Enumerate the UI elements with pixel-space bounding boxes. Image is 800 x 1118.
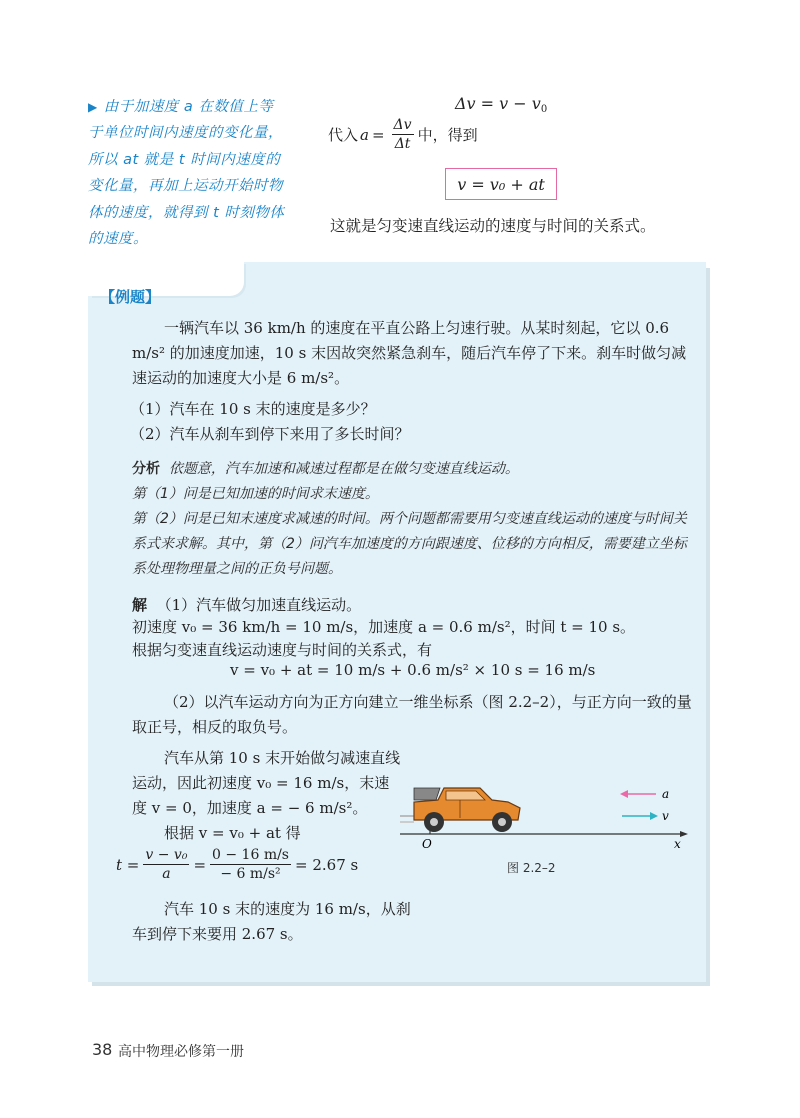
velocity-arrowhead (650, 812, 658, 820)
substitute-line: 代入 a = $\frac{\Delta v}{\Delta t}$ 中，得到 (328, 117, 478, 152)
solution-line-1: 解 （1）汽车做匀加速直线运动。 (132, 596, 362, 614)
sidenote (88, 94, 288, 252)
solution-part-2b: 汽车从第 10 s 末开始做匀减速直线运动，因此初速度 v₀ = 16 m/s，末速度 v = 0，加速度 a = − 6 m/s²。 (132, 749, 401, 817)
relation-statement: 这就是匀变速直线运动的速度与时间的关系式。 (330, 217, 656, 235)
analysis-line-1: 分析 依题意，汽车加速和减速过程都是在做匀变速直线运动。 (132, 461, 519, 477)
triangle-marker-icon: ▶ (88, 100, 98, 114)
label-origin: O (422, 837, 432, 851)
solution-part-2: （2）以汽车运动方向为正方向建立一维坐标系（图 2.2–2），与正方向一致的量取正号，相反的取负号。 (132, 693, 692, 736)
page-number: 38 (92, 1040, 113, 1059)
label-a: a (662, 787, 670, 801)
solution-equation-1: v = v₀ + at = 10 m/s + 0.6 m/s² × 10 s = 16 m/s (230, 661, 596, 679)
solution-part-2c: 根据 v = v₀ + at 得 (164, 824, 301, 842)
label-v: v (662, 809, 669, 823)
acceleration-fraction: $\frac{\Delta v}{\Delta t}$ (393, 117, 412, 152)
delta-v-equation: $\Delta v = v - v_0$ (455, 94, 548, 115)
x-axis-arrowhead (680, 831, 688, 837)
analysis-line-3: 第（2）问是已知末速度求减速的时间。两个问题都需要用匀变速直线运动的速度与时间关系式来求解。其中，第（2）问汽车加速度的方向跟速度、位移的方向相反，需要建立坐标系处理物理量之间的正负号问题。 (132, 511, 687, 577)
analysis-label: 分析 (132, 461, 160, 477)
question-2: （2）汽车从刹车到停下来用了多长时间？ (130, 425, 410, 443)
question-1: （1）汽车在 10 s 末的速度是多少？ (130, 400, 376, 418)
acceleration-arrowhead (620, 790, 628, 798)
figure-caption: 图 2.2–2 (507, 861, 556, 875)
car-figure (400, 772, 690, 852)
book-title: 高中物理必修第一册 (118, 1044, 244, 1060)
time-equation: t = $\frac{\text{v − v₀}}{a}$ = $\frac{0 - 16 m/s}{\text{− 6 m/s²}}$ = 2.67 s (116, 847, 359, 882)
label-x: x (674, 837, 681, 851)
problem-statement: 一辆汽车以 36 km/h 的速度在平直公路上匀速行驶。从某时刻起，它以 0.6 m/s² 的加速度加速，10 s 末因故突然紧急刹车，随后汽车停了下来。刹车时做匀减速运动的加速度大小是 6 m/s²。 (132, 319, 687, 387)
solution-label: 解 (132, 596, 148, 614)
sidenote-text: 由于加速度 a 在数值上等于单位时间内速度的变化量，所以 at 就是 t 时间内速度的变化量，再加上运动开始时物体的速度，就得到 t 时刻物体的速度。 (88, 99, 285, 248)
example-title: 【例题】 (100, 288, 161, 306)
solution-line-2: 初速度 v₀ = 36 km/h = 10 m/s，加速度 a = 0.6 m/s²，时间 t = 10 s。 (132, 618, 636, 636)
car-icon (414, 788, 520, 832)
solution-line-3: 根据匀变速直线运动速度与时间的关系式，有 (132, 641, 433, 659)
solution-conclusion: 汽车 10 s 末的速度为 16 m/s，从刹车到停下来要用 2.67 s。 (132, 900, 411, 943)
boxed-velocity-formula: v = v₀ + at (445, 168, 557, 200)
analysis-line-2: 第（1）问是已知加速的时间求末速度。 (132, 486, 379, 502)
